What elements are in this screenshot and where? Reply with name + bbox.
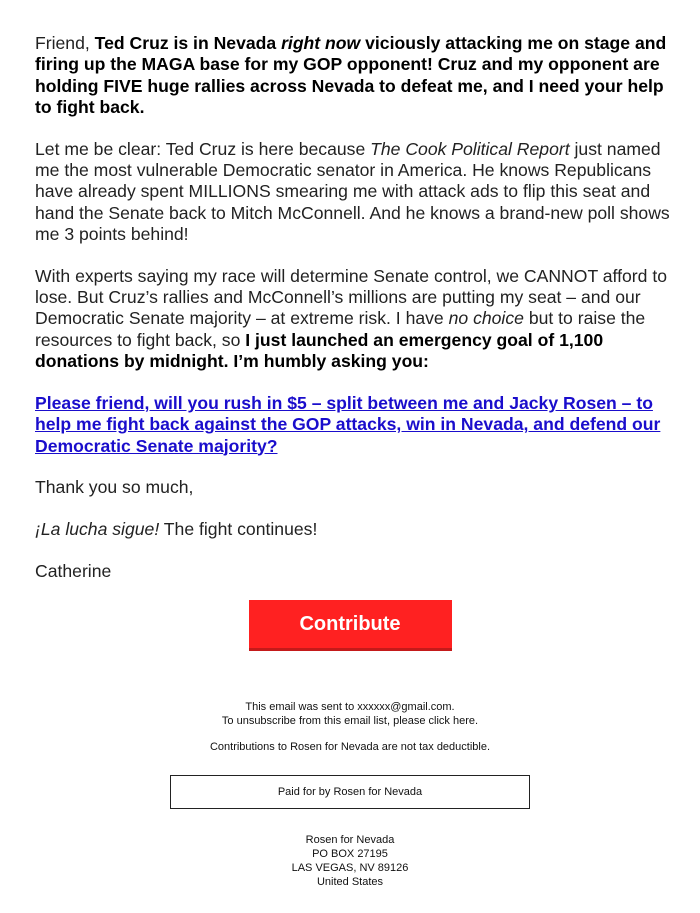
text: The fight continues!	[159, 519, 318, 540]
message-text	[35, 33, 670, 583]
signature: Catherine	[35, 561, 112, 582]
mailing-address	[0, 833, 700, 889]
text: To unsubscribe from this email list, please click	[221, 715, 453, 727]
tax-disclaimer: Contributions to Rosen for Nevada are not tax deductible.	[209, 741, 491, 753]
closing	[35, 519, 670, 540]
text: With experts saying my race will determine Senate control, we CANNOT afford to lose. But Cruz’s rallies and McConnell’s millions are putting my seat – and our Democratic Senate majority – at extreme risk. I have	[35, 265, 668, 329]
footer	[0, 700, 700, 889]
text: but to raise the resources to fight back, so	[35, 308, 646, 350]
address-line: LAS VEGAS, NV 89126	[291, 862, 409, 874]
sent-to-line	[0, 700, 700, 714]
text: This email was sent to	[245, 701, 358, 713]
paid-for-box: Paid for by Rosen for Nevada	[170, 775, 530, 809]
paragraph-2	[35, 139, 670, 245]
bold-text: I just launched an emergency goal of 1,100 donations by midnight. I’m humbly asking you:	[35, 329, 604, 372]
paragraph-3	[35, 266, 670, 372]
ask-paragraph	[35, 393, 670, 457]
paragraph-1	[35, 33, 670, 118]
text: Let me be clear: Ted Cruz is here because	[35, 138, 371, 159]
recipient-email: xxxxxx@gmail.com.	[357, 701, 455, 713]
contribute-button[interactable]: Contribute	[249, 600, 452, 651]
bold-text: Ted Cruz is in Nevada	[94, 33, 282, 53]
bold-text: viciously attacking me on stage and firing up the MAGA base for my GOP opponent! Cruz and my opponent are holding FIVE huge rallies across Nevada to defeat me, and I need your help to fight back.	[35, 33, 667, 117]
greeting: Friend,	[35, 33, 95, 53]
bold-italic-text: right now	[281, 33, 361, 53]
thanks: Thank you so much,	[35, 477, 194, 498]
italic-text: ¡La lucha sigue!	[35, 519, 160, 540]
unsubscribe-line	[0, 714, 700, 728]
address-line: United States	[316, 876, 384, 888]
unsubscribe-link[interactable]: here.	[453, 715, 479, 727]
address-line: PO BOX 27195	[312, 848, 388, 860]
address-line: Rosen for Nevada	[305, 834, 395, 846]
italic-text: no choice	[448, 308, 524, 329]
italic-text: The Cook Political Report	[370, 138, 570, 159]
cta-container	[0, 600, 700, 651]
text: just named me the most vulnerable Democratic senator in America. He knows Republicans have already spent MILLIONS smearing me with attack ads to flip this seat and hand the Senate back to Mitch McConnell. And he knows a brand-new poll shows me 3 points behind!	[35, 138, 670, 244]
donate-ask-link[interactable]: Please friend, will you rush in $5 – split between me and Jacky Rosen – to help me fight back against the GOP attacks, win in Nevada, and defend our Democratic Senate majority?	[35, 392, 661, 456]
